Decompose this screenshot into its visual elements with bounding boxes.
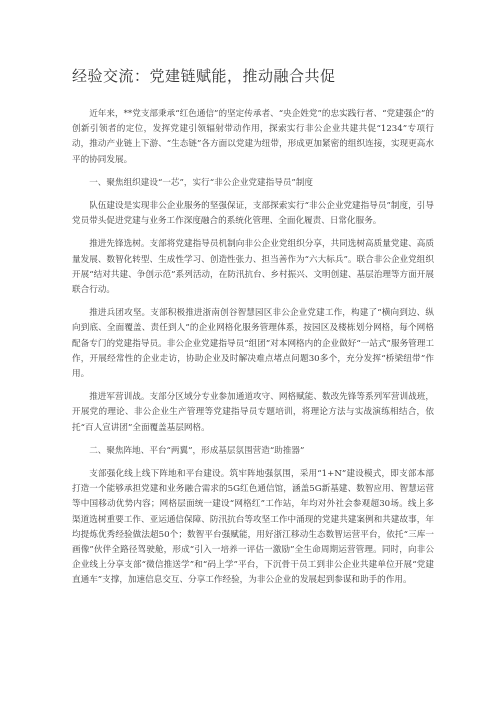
section-1-paragraph: 推进先锋选树。支部将党建指导员机制向非公企业党组织分享，共同选树高质量党建、高质量发展、数智化转型、生成性学习、创造性张力、担当善作为“六大标兵”。联合非公企业党组织开展“结对共建、争创示范”系列活动，在防汛抗台、乡村振兴、文明创建、基层治理等方面开展联合行动。 <box>72 239 434 296</box>
section-1-paragraph: 推进兵团攻坚。支部积极推进浙南创谷智慧园区非公企业党建工作，构建了“横向到边、纵向到底、全面覆盖、责任到人”的企业网格化服务管理体系，按园区及楼栋划分网格，每个网格配备专门的党建指导员。非公企业党建指导员“组团”对本网格内的企业做好“一站式”服务管理工作，开展经常性的企业走访，协助企业及时解决难点堵点问题30多个，充分发挥“桥梁纽带”作用。 <box>72 308 434 380</box>
section-heading-2: 二、聚焦阵地、平台“两翼”，形成基层氛围营造“助推器” <box>89 445 305 456</box>
document-title: 经验交流：党建链赋能，推动融合共促 <box>72 67 336 85</box>
document-body <box>72 107 434 597</box>
section-heading-1: 一、聚焦组织建设“一芯”，实行“非公企业党建指导员”制度 <box>89 177 314 188</box>
section-1-paragraph: 推进军营训战。支部分区域分专业参加通道攻守、网格赋能、数改先锋等系列军营训战班，开展党的理论、非公企业生产管理等党建指导员专题培训，将理论方法与实战演练相结合，依托“百人宣讲团”全面覆盖基层网格。 <box>72 392 434 433</box>
section-1-paragraph: 队伍建设是实现非公企业服务的坚强保证，支部探索实行“非公企业党建指导员”制度，引导党员带头促进党建与业务工作深度融合的系统化管理、全面化履责、日常化服务。 <box>72 201 434 227</box>
intro-paragraph: 近年来，**党支部秉承“红色通信”的坚定传承者、“央企姓党”的忠实践行者、“党建强企”的创新引领者的定位，发挥党建引领辐射带动作用，探索实行非公企业共建共促“1234”专项行动，推动产业链上下游、“生态链”各方面以党建为纽带，形成更加紧密的组织连接，实现更高水平的协同发展。 <box>72 109 434 165</box>
section-2-paragraph: 支部强化线上线下阵地和平台建设。筑牢阵地强氛围，采用“1+N”建设模式，即支部本部打造一个能够承担党建和业务融合需求的5G红色通信馆，涵盖5G新基建、数智应用、智慧运营等中国移动优势内容；网格层面统一建设“网格红”工作站，年均对外社会参观超30场。线上多渠道选树重要工作、亚运通信保障、防汛抗台等攻坚工作中涌现的党建共建案例和共建故事，年均提炼优秀经验做法超50个；数智平台强赋能，用好浙江移动生态数智运营平台，依托“三库一画像”伙伴全路径驾驶舱，形成“引入一培养一评估一激励”全生命周期运营管理。同时，向非公企业线上分享支部“微信推送学”和“码上学”平台，下沉骨干员工到非公企业共建单位开展“党建直通车”支撑，加速信息交互、分享工作经验，为非公企业的发展起到参谋和助手的作用。 <box>72 469 434 586</box>
